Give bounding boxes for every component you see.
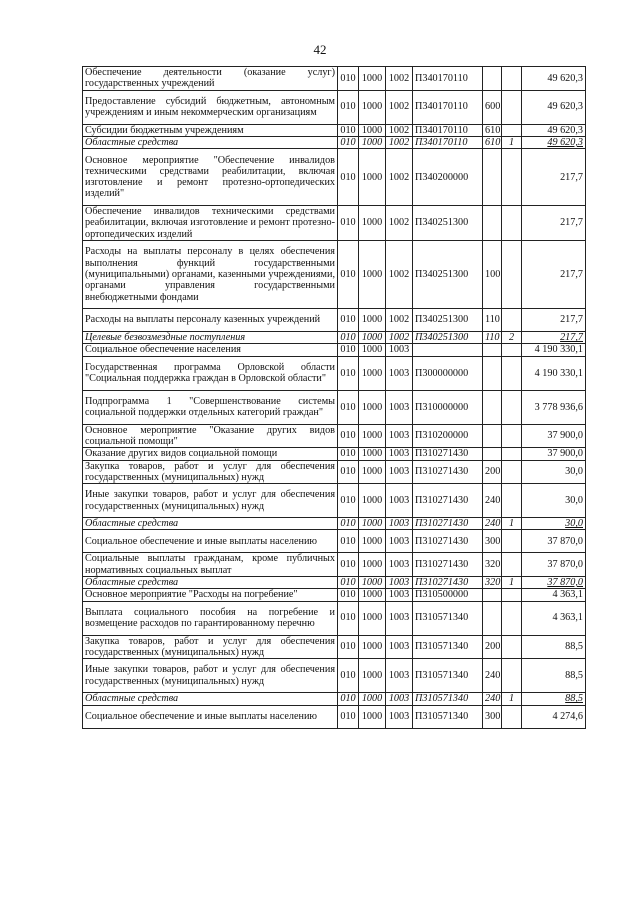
target-article-code: П310271430 (413, 518, 483, 530)
row-name: Социальное обеспечение населения (83, 344, 338, 356)
target-article-code: П300000000 (413, 356, 483, 390)
razdel-code: 1000 (359, 241, 386, 309)
target-article-code: П340170110 (413, 124, 483, 136)
grbs-code: 010 (338, 124, 359, 136)
row-name: Социальные выплаты гражданам, кроме публичных нормативных социальных выплат (83, 553, 338, 577)
podrazdel-code: 1003 (386, 705, 413, 728)
razdel-code: 1000 (359, 589, 386, 601)
razdel-code: 1000 (359, 344, 386, 356)
expense-type-code: 240 (483, 693, 502, 705)
amount-value (522, 518, 586, 530)
target-article-code: П340251300 (413, 206, 483, 241)
expense-type-code: 200 (483, 460, 502, 484)
razdel-code: 1000 (359, 136, 386, 148)
row-name: Расходы на выплаты персоналу казенных учреждений (83, 309, 338, 332)
expense-type-code: 110 (483, 309, 502, 332)
page-number: 42 (313, 42, 327, 57)
row-name: Закупка товаров, работ и услуг для обеспечения государственных (муниципальных) нужд (83, 460, 338, 484)
row-name: Подпрограмма 1 "Совершенствование системы социальной поддержки отдельных категорий граждан" (83, 390, 338, 424)
expense-type-code: 610 (483, 124, 502, 136)
table-row (83, 518, 586, 530)
expense-type-code: 240 (483, 659, 502, 693)
razdel-code: 1000 (359, 601, 386, 635)
podrazdel-code: 1003 (386, 635, 413, 659)
amount-value: 49 620,3 (522, 67, 586, 91)
amount-value (522, 332, 586, 344)
funding-source-code (502, 344, 522, 356)
razdel-code: 1000 (359, 149, 386, 206)
amount-text: 88,5 (565, 693, 583, 705)
podrazdel-code: 1003 (386, 589, 413, 601)
target-article-code: П340170110 (413, 136, 483, 148)
podrazdel-code: 1003 (386, 448, 413, 460)
podrazdel-code: 1003 (386, 693, 413, 705)
razdel-code: 1000 (359, 659, 386, 693)
expense-type-code (483, 67, 502, 91)
funding-source-code: 1 (502, 518, 522, 530)
amount-value: 217,7 (522, 206, 586, 241)
table-row (83, 530, 586, 553)
table-row (83, 67, 586, 91)
row-name: Областные средства (83, 577, 338, 589)
expense-type-code (483, 149, 502, 206)
row-name: Закупка товаров, работ и услуг для обеспечения государственных (муниципальных) нужд (83, 635, 338, 659)
podrazdel-code: 1003 (386, 424, 413, 448)
grbs-code: 010 (338, 601, 359, 635)
grbs-code: 010 (338, 589, 359, 601)
row-name: Субсидии бюджетным учреждениям (83, 124, 338, 136)
razdel-code: 1000 (359, 206, 386, 241)
podrazdel-code: 1002 (386, 332, 413, 344)
expense-type-code: 320 (483, 553, 502, 577)
amount-value (522, 693, 586, 705)
expense-type-code (483, 424, 502, 448)
podrazdel-code: 1003 (386, 601, 413, 635)
expense-type-code: 610 (483, 136, 502, 148)
amount-value: 4 274,6 (522, 705, 586, 728)
grbs-code: 010 (338, 577, 359, 589)
grbs-code: 010 (338, 530, 359, 553)
grbs-code: 010 (338, 518, 359, 530)
amount-value: 30,0 (522, 484, 586, 518)
grbs-code: 010 (338, 67, 359, 91)
table-row (83, 635, 586, 659)
razdel-code: 1000 (359, 577, 386, 589)
target-article-code: П310571340 (413, 635, 483, 659)
grbs-code: 010 (338, 309, 359, 332)
razdel-code: 1000 (359, 448, 386, 460)
funding-source-code (502, 448, 522, 460)
funding-source-code (502, 90, 522, 124)
grbs-code: 010 (338, 344, 359, 356)
row-name: Социальное обеспечение и иные выплаты населению (83, 530, 338, 553)
podrazdel-code: 1003 (386, 390, 413, 424)
target-article-code: П340251300 (413, 241, 483, 309)
amount-value: 3 778 936,6 (522, 390, 586, 424)
podrazdel-code: 1002 (386, 309, 413, 332)
target-article-code: П310271430 (413, 577, 483, 589)
expense-type-code (483, 344, 502, 356)
expense-type-code: 240 (483, 484, 502, 518)
target-article-code: П310271430 (413, 448, 483, 460)
row-name: Областные средства (83, 518, 338, 530)
table-row (83, 332, 586, 344)
row-name: Основное мероприятие "Оказание других видов социальной помощи" (83, 424, 338, 448)
amount-text: 30,0 (565, 518, 583, 530)
target-article-code: П310571340 (413, 659, 483, 693)
podrazdel-code: 1003 (386, 577, 413, 589)
row-name: Основное мероприятие "Обеспечение инвалидов техническими средствами реабилитации, включая изготовление и ремонт протезно-ортопедических изделий" (83, 149, 338, 206)
amount-value: 4 190 330,1 (522, 356, 586, 390)
funding-source-code (502, 589, 522, 601)
podrazdel-code: 1003 (386, 659, 413, 693)
razdel-code: 1000 (359, 124, 386, 136)
razdel-code: 1000 (359, 390, 386, 424)
target-article-code: П310271430 (413, 530, 483, 553)
table-row (83, 149, 586, 206)
funding-source-code (502, 601, 522, 635)
razdel-code: 1000 (359, 424, 386, 448)
grbs-code: 010 (338, 659, 359, 693)
razdel-code: 1000 (359, 356, 386, 390)
funding-source-code (502, 309, 522, 332)
target-article-code: П340170110 (413, 67, 483, 91)
row-name: Основное мероприятие "Расходы на погребение" (83, 589, 338, 601)
table-row (83, 705, 586, 728)
grbs-code: 010 (338, 332, 359, 344)
amount-value: 30,0 (522, 460, 586, 484)
amount-value: 37 870,0 (522, 553, 586, 577)
amount-value: 37 900,0 (522, 448, 586, 460)
table-row (83, 553, 586, 577)
razdel-code: 1000 (359, 693, 386, 705)
funding-source-code (502, 659, 522, 693)
target-article-code: П340200000 (413, 149, 483, 206)
podrazdel-code: 1002 (386, 206, 413, 241)
funding-source-code (502, 460, 522, 484)
table-row (83, 601, 586, 635)
grbs-code: 010 (338, 460, 359, 484)
funding-source-code (502, 206, 522, 241)
podrazdel-code: 1003 (386, 344, 413, 356)
expense-type-code: 110 (483, 332, 502, 344)
expense-type-code (483, 601, 502, 635)
funding-source-code (502, 67, 522, 91)
expense-type-code: 600 (483, 90, 502, 124)
podrazdel-code: 1002 (386, 90, 413, 124)
table-row (83, 589, 586, 601)
table-row (83, 356, 586, 390)
amount-text: 37 870,0 (547, 577, 583, 589)
amount-value: 217,7 (522, 241, 586, 309)
podrazdel-code: 1003 (386, 460, 413, 484)
grbs-code: 010 (338, 206, 359, 241)
budget-table (82, 66, 586, 729)
funding-source-code (502, 356, 522, 390)
table-row (83, 344, 586, 356)
podrazdel-code: 1002 (386, 149, 413, 206)
table-row (83, 577, 586, 589)
podrazdel-code: 1002 (386, 241, 413, 309)
grbs-code: 010 (338, 241, 359, 309)
amount-value: 49 620,3 (522, 124, 586, 136)
target-article-code: П310571340 (413, 601, 483, 635)
razdel-code: 1000 (359, 67, 386, 91)
razdel-code: 1000 (359, 705, 386, 728)
target-article-code: П340251300 (413, 332, 483, 344)
table-row (83, 124, 586, 136)
razdel-code: 1000 (359, 484, 386, 518)
target-article-code: П340251300 (413, 309, 483, 332)
amount-value: 37 870,0 (522, 530, 586, 553)
funding-source-code: 1 (502, 693, 522, 705)
podrazdel-code: 1003 (386, 356, 413, 390)
expense-type-code: 320 (483, 577, 502, 589)
target-article-code: П310200000 (413, 424, 483, 448)
target-article-code: П310271430 (413, 553, 483, 577)
funding-source-code (502, 553, 522, 577)
razdel-code: 1000 (359, 309, 386, 332)
grbs-code: 010 (338, 635, 359, 659)
amount-value: 88,5 (522, 635, 586, 659)
razdel-code: 1000 (359, 332, 386, 344)
row-name: Областные средства (83, 693, 338, 705)
amount-value: 37 900,0 (522, 424, 586, 448)
expense-type-code (483, 356, 502, 390)
table-row (83, 484, 586, 518)
funding-source-code (502, 424, 522, 448)
target-article-code: П310271430 (413, 460, 483, 484)
table-row (83, 659, 586, 693)
grbs-code: 010 (338, 90, 359, 124)
expense-type-code (483, 390, 502, 424)
target-article-code: П310000000 (413, 390, 483, 424)
row-name: Социальное обеспечение и иные выплаты населению (83, 705, 338, 728)
razdel-code: 1000 (359, 530, 386, 553)
funding-source-code (502, 484, 522, 518)
razdel-code: 1000 (359, 90, 386, 124)
amount-value: 49 620,3 (522, 90, 586, 124)
amount-value (522, 136, 586, 148)
table-row (83, 206, 586, 241)
row-name: Государственная программа Орловской области "Социальная поддержка граждан в Орловской области" (83, 356, 338, 390)
razdel-code: 1000 (359, 553, 386, 577)
funding-source-code: 1 (502, 136, 522, 148)
table-row (83, 448, 586, 460)
row-name: Расходы на выплаты персоналу в целях обеспечения выполнения функций государственными (муниципальными) органами, казенными учреждениями, органами управления государственными внебюджетными фондами (83, 241, 338, 309)
podrazdel-code: 1002 (386, 136, 413, 148)
row-name: Оказание других видов социальной помощи (83, 448, 338, 460)
amount-value (522, 577, 586, 589)
table-body (83, 67, 586, 729)
target-article-code: П310271430 (413, 484, 483, 518)
expense-type-code (483, 206, 502, 241)
table-row (83, 241, 586, 309)
grbs-code: 010 (338, 693, 359, 705)
table-row (83, 424, 586, 448)
funding-source-code (502, 635, 522, 659)
table-row (83, 309, 586, 332)
podrazdel-code: 1003 (386, 553, 413, 577)
grbs-code: 010 (338, 390, 359, 424)
expense-type-code: 100 (483, 241, 502, 309)
expense-type-code: 200 (483, 635, 502, 659)
podrazdel-code: 1002 (386, 124, 413, 136)
funding-source-code (502, 390, 522, 424)
expense-type-code: 300 (483, 705, 502, 728)
grbs-code: 010 (338, 136, 359, 148)
podrazdel-code: 1003 (386, 518, 413, 530)
amount-value: 4 363,1 (522, 601, 586, 635)
grbs-code: 010 (338, 553, 359, 577)
row-name: Областные средства (83, 136, 338, 148)
amount-text: 217,7 (560, 332, 583, 344)
row-name: Иные закупки товаров, работ и услуг для обеспечения государственных (муниципальных) нужд (83, 659, 338, 693)
amount-value: 4 190 330,1 (522, 344, 586, 356)
grbs-code: 010 (338, 424, 359, 448)
row-name: Предоставление субсидий бюджетным, автономным учреждениям и иным некоммерческим организациям (83, 90, 338, 124)
expense-type-code: 300 (483, 530, 502, 553)
amount-value: 217,7 (522, 309, 586, 332)
target-article-code (413, 344, 483, 356)
target-article-code: П310571340 (413, 705, 483, 728)
expense-type-code: 240 (483, 518, 502, 530)
row-name: Целевые безвозмездные поступления (83, 332, 338, 344)
table-row (83, 390, 586, 424)
grbs-code: 010 (338, 356, 359, 390)
razdel-code: 1000 (359, 518, 386, 530)
row-name: Обеспечение деятельности (оказание услуг) государственных учреждений (83, 67, 338, 91)
funding-source-code (502, 705, 522, 728)
grbs-code: 010 (338, 484, 359, 518)
razdel-code: 1000 (359, 635, 386, 659)
amount-text: 49 620,3 (547, 136, 583, 148)
target-article-code: П310571340 (413, 693, 483, 705)
podrazdel-code: 1003 (386, 530, 413, 553)
funding-source-code (502, 241, 522, 309)
grbs-code: 010 (338, 149, 359, 206)
target-article-code: П310500000 (413, 589, 483, 601)
razdel-code: 1000 (359, 460, 386, 484)
table-row (83, 460, 586, 484)
expense-type-code (483, 448, 502, 460)
funding-source-code (502, 530, 522, 553)
funding-source-code: 2 (502, 332, 522, 344)
row-name: Обеспечение инвалидов техническими средствами реабилитации, включая изготовление и ремонт протезно-ортопедических изделий (83, 206, 338, 241)
funding-source-code (502, 124, 522, 136)
target-article-code: П340170110 (413, 90, 483, 124)
podrazdel-code: 1002 (386, 67, 413, 91)
podrazdel-code: 1003 (386, 484, 413, 518)
row-name: Иные закупки товаров, работ и услуг для обеспечения государственных (муниципальных) нужд (83, 484, 338, 518)
table-row (83, 136, 586, 148)
grbs-code: 010 (338, 448, 359, 460)
row-name: Выплата социального пособия на погребение и возмещение расходов по гарантированному перечню (83, 601, 338, 635)
table-row (83, 90, 586, 124)
funding-source-code: 1 (502, 577, 522, 589)
funding-source-code (502, 149, 522, 206)
amount-value: 217,7 (522, 149, 586, 206)
expense-type-code (483, 589, 502, 601)
table-row (83, 693, 586, 705)
amount-value: 88,5 (522, 659, 586, 693)
amount-value: 4 363,1 (522, 589, 586, 601)
grbs-code: 010 (338, 705, 359, 728)
